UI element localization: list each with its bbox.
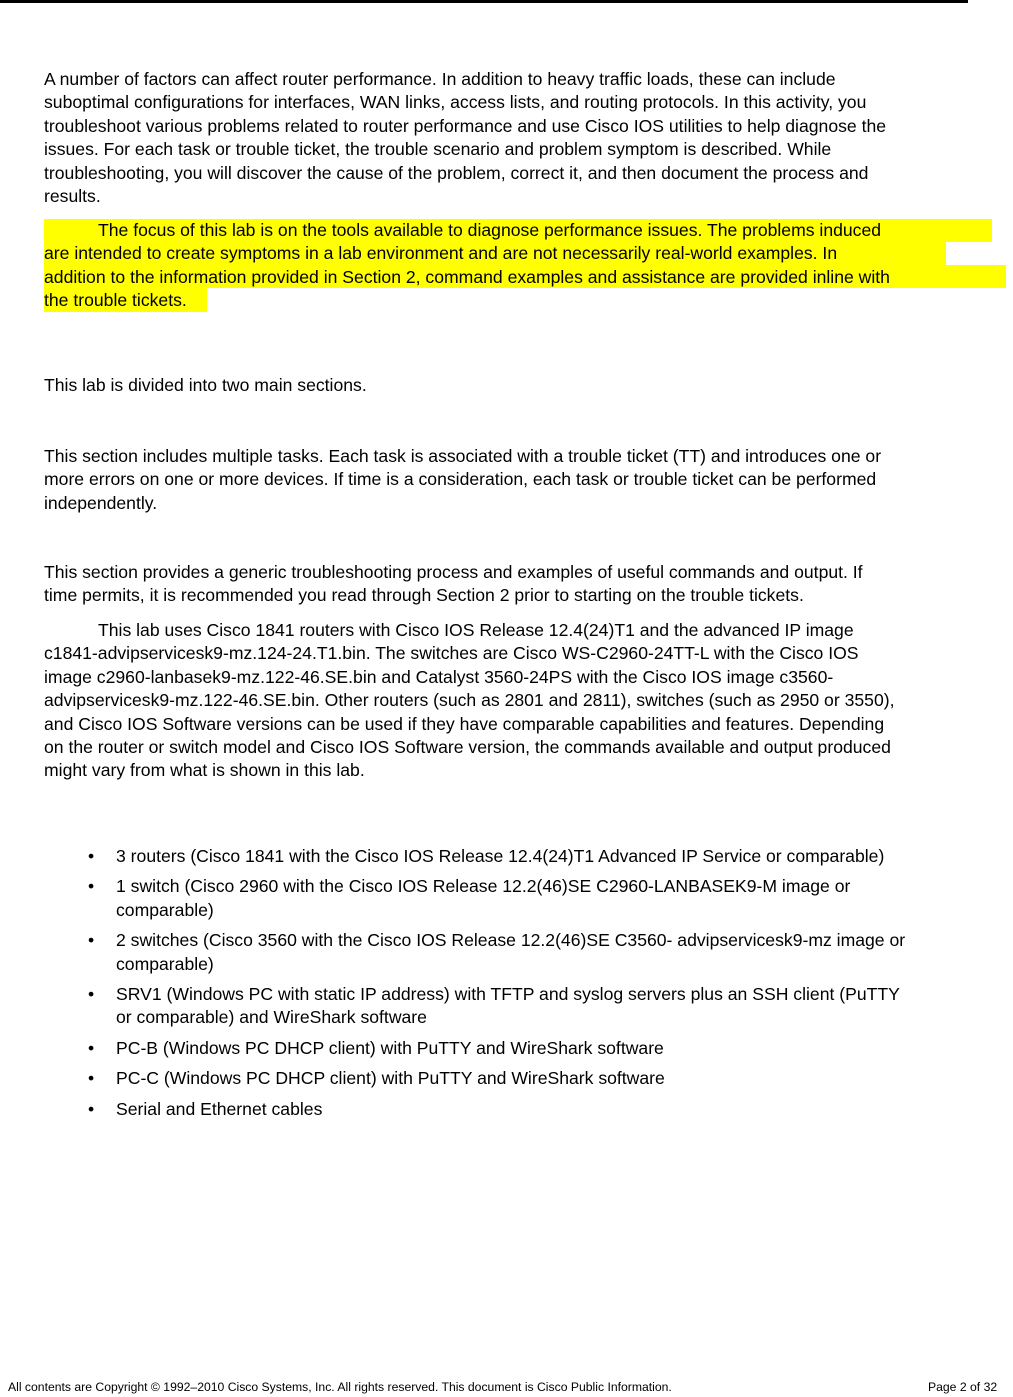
bullet-icon: • — [88, 984, 95, 1005]
bullet-icon: • — [88, 1098, 95, 1119]
required-resources-list — [44, 845, 1013, 1128]
header-rule — [0, 0, 968, 3]
bullet-icon: • — [88, 876, 95, 897]
bullet-icon: • — [88, 846, 95, 866]
bullet-icon: • — [88, 1068, 95, 1089]
section2-description: This section provides a generic troubleshooting process and examples of useful commands and output. If time permits, it is recommended you read through Section 2 prior to starting on the trouble tickets. — [44, 562, 863, 606]
bullet-icon: • — [88, 930, 95, 951]
equipment-note: This lab uses Cisco 1841 routers with Cisco IOS Release 12.4(24)T1 and the advanced IP image c1841-advipservicesk9-mz.124-24.T1.bin. The switches are Cisco WS-C2960-24TT-L with the Cisco IOS image c2960-lanbasek9-mz.122-46.SE.bin and Catalyst 3560-24PS with the Cisco IOS image c3560- advipservicesk9-mz.122-46.SE.bin. Other routers (such as 2801 and 2811), switches (such as 2950 or 3550), and Cisco IOS Software versions can be used if they have comparable capabilities and features. Depending on the router or switch model and Cisco IOS Software version, the commands available and output produced might vary from what is shown in this lab. — [44, 620, 895, 781]
list-item: • 3 routers (Cisco 1841 with the Cisco IOS Release 12.4(24)T1 Advanced IP Service or comparable) — [44, 845, 1013, 868]
section1-description: This section includes multiple tasks. Each task is associated with a trouble ticket (TT) and introduces one or more errors on one or more devices. If time is a consideration, each task or trouble ticket can be performed independently. — [44, 446, 882, 513]
list-item: • PC-C (Windows PC DHCP client) with PuTTY and WireShark software — [44, 1067, 1013, 1090]
intro-paragraph: A number of factors can affect router performance. In addition to heavy traffic loads, these can include suboptimal configurations for interfaces, WAN links, access lists, and routing protocols. In this activity, you troubleshoot various problems related to router performance and use Cisco IOS utilities to help diagnose the issues. For each task or trouble ticket, the trouble scenario and problem symptom is described. While troubleshooting, you will discover the cause of the problem, correct it, and then document the process and results. — [44, 69, 887, 207]
footer-page-number: Page 2 of 32 — [928, 1380, 998, 1394]
bullet-icon: • — [88, 1037, 95, 1058]
list-item: • 1 switch (Cisco 2960 with the Cisco IOS Release 12.2(46)SE C2960-LANBASEK9-M image or comparable) — [88, 876, 851, 920]
list-item: • Serial and Ethernet cables — [44, 1098, 1013, 1121]
highlighted-note: The focus of this lab is on the tools available to diagnose performance issues. The problems induced are intended to create symptoms in a lab environment and are not necessarily real-world examples. In addition to the information provided in Section 2, command examples and assistance are provided inline with the trouble tickets. — [44, 220, 890, 311]
list-item: • PC-B (Windows PC DHCP client) with PuTTY and WireShark software — [44, 1037, 1013, 1060]
footer-copyright: All contents are Copyright © 1992–2010 Cisco Systems, Inc. All rights reserved. This document is Cisco Public Information. — [8, 1380, 672, 1394]
sections-intro: This lab is divided into two main sections. — [44, 375, 367, 395]
list-item: • 2 switches (Cisco 3560 with the Cisco IOS Release 12.2(46)SE C3560- advipservicesk9-mz image or comparable) — [88, 930, 906, 974]
list-item: • SRV1 (Windows PC with static IP address) with TFTP and syslog servers plus an SSH client (PuTTY or comparable) and WireShark software — [88, 984, 900, 1028]
